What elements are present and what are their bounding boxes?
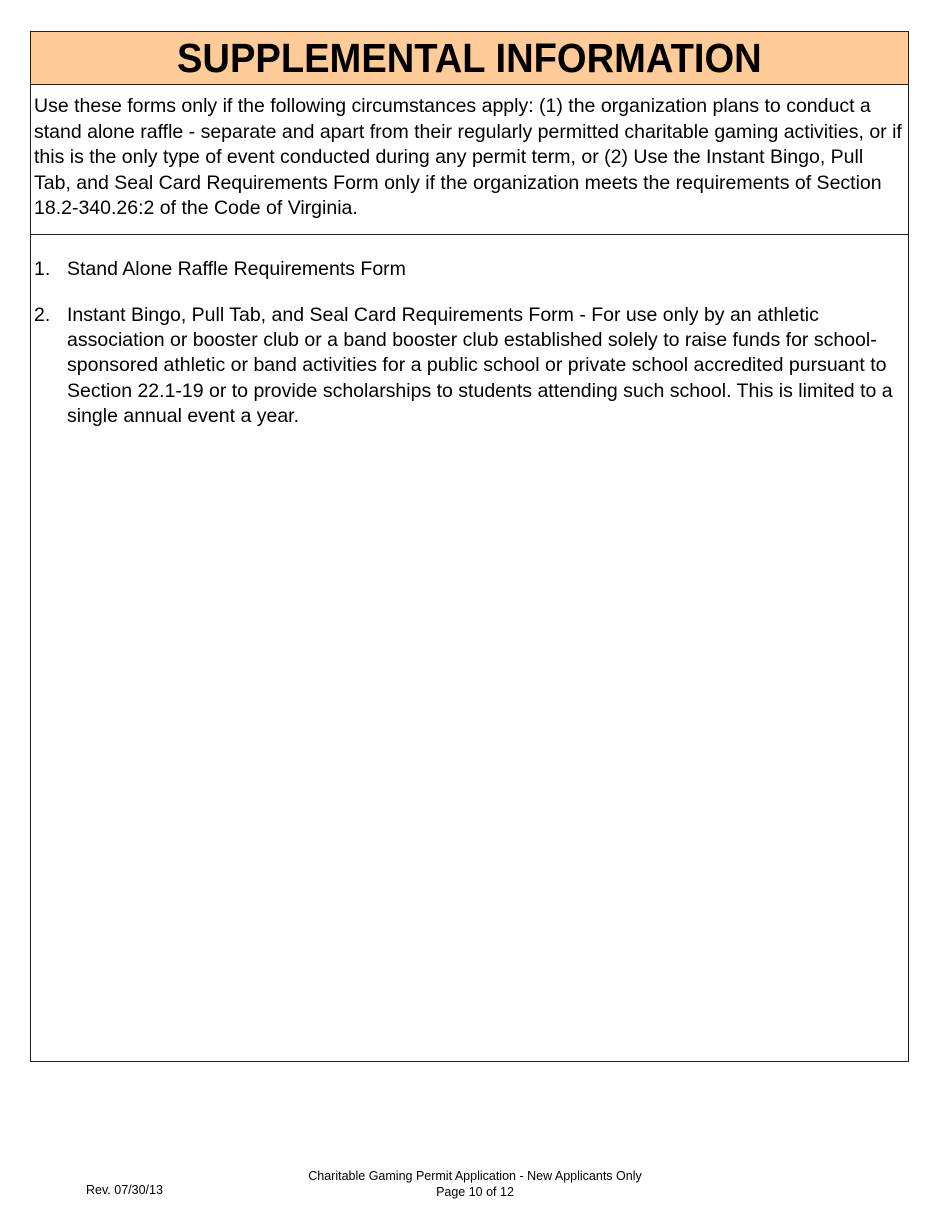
document-title: Charitable Gaming Permit Application - New Applicants Only [308, 1169, 642, 1183]
intro-paragraph: Use these forms only if the following circumstances apply: (1) the organization plans to conduct a stand alone raffle - separate and apart from their regularly permitted charitable gaming activities, or if this is the only type of event conducted during any permit term, or (2) Use the Instant Bingo, Pull Tab, and Seal Card Requirements Form only if the organization meets the requirements of Section 18.2-340.26:2 of the Code of Virginia. [31, 85, 908, 235]
page-title: SUPPLEMENTAL INFORMATION [177, 35, 762, 81]
list-item [34, 257, 908, 282]
supplemental-info-frame [30, 31, 909, 1062]
forms-list [31, 235, 908, 430]
page-number: Page 10 of 12 [436, 1185, 514, 1199]
list-item-text: Stand Alone Raffle Requirements Form [67, 257, 406, 280]
list-item [34, 303, 908, 429]
list-item-text: Instant Bingo, Pull Tab, and Seal Card Requirements Form - For use only by an athletic association or booster club or a band booster club established solely to raise funds for school-sponsored athletic or band activities for a public school or private school accredited pursuant to Section 22.1-19 or to provide scholarships to students attending such school. This is limited to a single annual event a year. [67, 303, 893, 427]
list-item-number: 1. [34, 257, 51, 280]
section-header [31, 32, 908, 85]
list-item-number: 2. [34, 303, 51, 326]
revision-date: Rev. 07/30/13 [86, 1183, 163, 1197]
page-footer [0, 1168, 950, 1200]
